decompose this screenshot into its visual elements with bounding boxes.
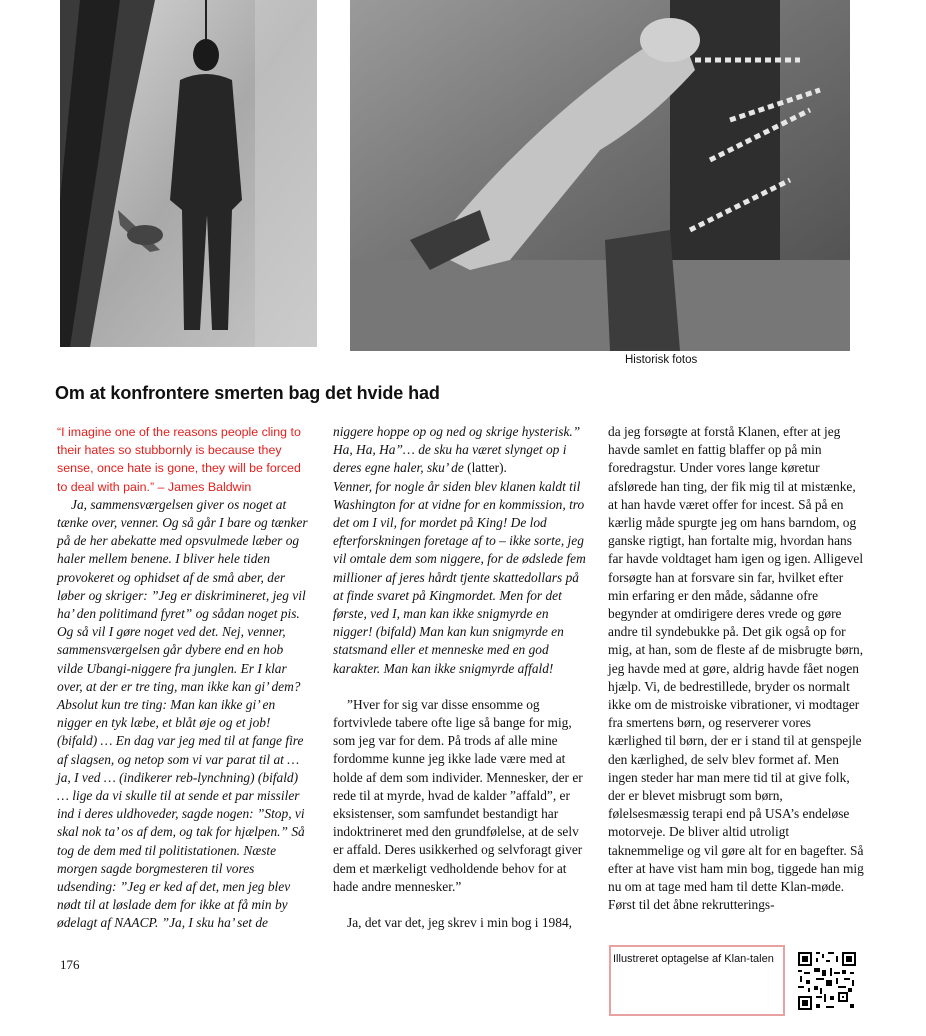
photo-caption: Historisk fotos [625,354,698,366]
qr-code-icon[interactable] [798,952,856,1010]
historical-photo-right [350,0,850,351]
column-2-paragraph-3: ”Hver for sig var disse ensomme og fortvivlede tabere ofte lige så bange for mig, som jeg var for dem. På trods af alle mine fordomme kunne jeg ikke lade være med at holde af dem som individer. Mennesker, der er rede til at myrde, hvad de kalder ”affald”, er eksistenser, som samfundet bestandigt har indoktrineret med den grundfølelse, at de selv er affald. Deres usikkerhed og selvforagt giver dem et mærkeligt vedholdende behov for at hade andre mennesker.” [333,696,583,894]
chained-body-photo-image [350,0,850,351]
text-column-3 [608,423,866,914]
article-headline: Om at konfrontere smerten bag det hvide had [55,383,440,403]
column-2-paragraph-4: Ja, det var det, jeg skrev i min bog i 1984, [347,915,572,931]
column-3-paragraph: da jeg forsøgte at forstå Klanen, efter at jeg havde samlet en fattig blaffer op på min foredragstur. Under vores lange køretur afslørede han ting, der fik mig til at mistænke, at han havde været offer for incest. Så på en kærlig måde spurgte jeg om hans barndom, og ganske rigtigt, han fortalte mig, hvordan hans far havde voldtaget ham igen og igen. Alligevel forsøgte han at forsvare sin far, hvilket efter min erfaring er den måde, sådanne ofre begynder at omdirigere deres vrede og gøre andre til syndebukke på. Det gik også op for mig, at han, som de fleste af de misbrugte børn, jeg havde med at gøre, aldrig havde fået nogen hjælp. Vi, de bedrestillede, bryder os normalt ikke om de mistroiske vibrationer, vi modtager fra smertens børn, og reserverer vores kærlighed til børn, der er i stand til at genspejle den kærlighed, de selv blev formet af. Men ingen steder har man mere tid til at give folk, der er blevet misbrugt som børn, følelsesmæssig terapi end på USA’s endeløse motorveje. De bliver altid utroligt taknemmelige og vil gøre alt for en bagefter. Så efter at have vist ham min bog, tiggede han mig nu om at tage med ham til dette Klan-møde. Først til det åbne rekrutterings- [608,424,864,913]
column-2-paragraph-1 [333,423,589,478]
audio-recording-label: Illustreret optagelse af Klan-talen [613,953,774,965]
pull-quote: “I imagine one of the reasons people cling to their hates so stubbornly is because they sense, once hate is gone, they will be forced to deal with pain.” – James Baldwin [57,425,301,494]
column-2-paragraph-2: Venner, for nogle år siden blev klanen kaldt til Washington for at vidne for en kommission, tro det om I vil, for mordet på King! De lod efterforskningen foretage af to – ikke sorte, jeg vil omtale dem som niggere, for de ødslede fem millioner af jeres hårdt tjente skattedollars på at finde svaret på Kingmordet. Men for det første, ved I, man kan ikke snigmyrde en nigger! (bifald) Man kan kun snigmyrde en statsmand eller et menneske med en god karakter. Man kan ikke snigmyrde affald! [333,478,586,676]
page-number: 176 [60,957,80,972]
lynching-photo-image [60,0,317,347]
laughter-note: (latter). [467,460,507,476]
qr-code-graphic [798,952,856,1010]
text-column-2 [333,423,589,932]
text-column-1 [57,423,312,933]
speech-continuation: niggere hoppe op og ned og skrige hysterisk.” Ha, Ha, Ha”… de sku ha været slynget op i deres egne haler, sku’ de [333,424,581,476]
historical-photo-left [60,0,317,347]
audio-recording-box[interactable] [609,945,785,1016]
column-1-paragraph: Ja, sammensværgelsen giver os noget at tænke over, venner. Og så går I bare og tænker på de her abekatte med opsvulmede læber og haler mellem benene. I bliver hele tiden provokeret og ophidset af de små aber, der løber og skriger: ”Jeg er diskrimineret, jeg vil ha’ den politimand fyret” og sådan noget pis. Og så vil I gøre noget ved det. Nej, venner, sammensværgelsen går dybere end en hob vilde Ubangi-niggere fra junglen. Er I klar over, at der er tre ting, man ikke kan gi’ dem? Absolut kun tre ting: Man kan ikke gi’ en nigger en tyk læbe, et blåt øje og et job! (bifald) … En dag var jeg med til at fange fire af slagsen, og netop som vi var parat til at … ja, I ved … (indikerer reb-lynchning) (bifald) … lige da vi skulle til at sende et par missiler ind i deres uldhoveder, sagde nogen: ”Stop, vi skal nok ta’ os af dem, og tak for hjælpen.” Så tog de dem med til politistationen. Næste morgen sagde borgmesteren til vores udsending: ”Jeg er ked af det, men jeg blev nødt til at løslade dem for ikke at få min by ødelagt af NAACP. ”Ja, I sku ha’ set de [57,496,308,931]
